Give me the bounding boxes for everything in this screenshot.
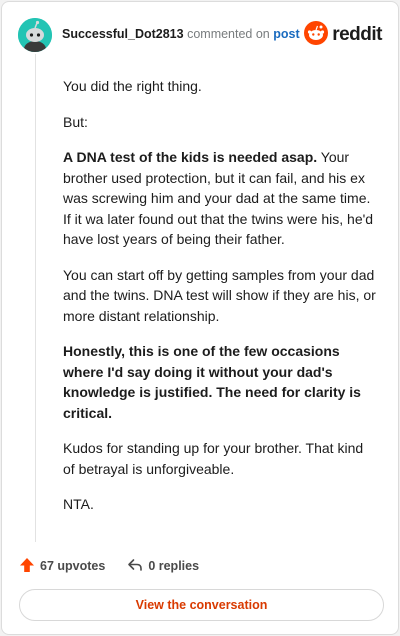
post-link[interactable]: post [273, 27, 300, 41]
comment-paragraph: But: [63, 113, 88, 130]
reddit-logo-icon [304, 21, 328, 50]
thread-line [35, 54, 36, 542]
comment-paragraph: Kudos for standing up for your brother. That kind of betrayal is unforgiveable. [63, 440, 364, 477]
comment-paragraph: NTA. [63, 496, 94, 512]
comment-meta [62, 27, 300, 41]
replies-button[interactable] [127, 557, 199, 576]
comment-paragraph-bold: Honestly, this is one of the few occasions where I'd say doing it without your dad's knowledge is justified. The need for clarity is critical. [63, 343, 361, 421]
reddit-wordmark: reddit [332, 24, 382, 45]
username[interactable]: Successful_Dot2813 [62, 27, 184, 41]
reddit-logo[interactable] [304, 23, 382, 47]
comment-card [1, 1, 399, 635]
comment-body [63, 76, 377, 530]
upvote-button[interactable] [19, 557, 105, 576]
view-conversation-button[interactable]: View the conversation [19, 589, 384, 621]
comment-header [18, 18, 382, 52]
snoo-avatar-icon[interactable] [18, 18, 52, 52]
commented-on-label: commented on [187, 27, 270, 41]
comment-actions [19, 556, 199, 576]
comment-paragraph [63, 147, 377, 250]
reply-count: 0 replies [148, 559, 200, 573]
comment-paragraph: You can start off by getting samples from your dad and the twins. DNA test will show if they are his, or more distant relationship. [63, 266, 376, 324]
upvote-count: 67 upvotes [40, 559, 106, 573]
comment-paragraph: You did the right thing. [63, 78, 202, 94]
upvote-arrow-icon [19, 557, 40, 576]
comment-text: Your brother used protection, but it can fail, and his ex was screwing him and your dad at the same time. If it wa later found out that the twins were his, he'd have lost years of being their father. [63, 149, 374, 247]
bold-text: A DNA test of the kids is needed asap. [63, 149, 318, 165]
reply-arrow-icon [127, 557, 148, 576]
